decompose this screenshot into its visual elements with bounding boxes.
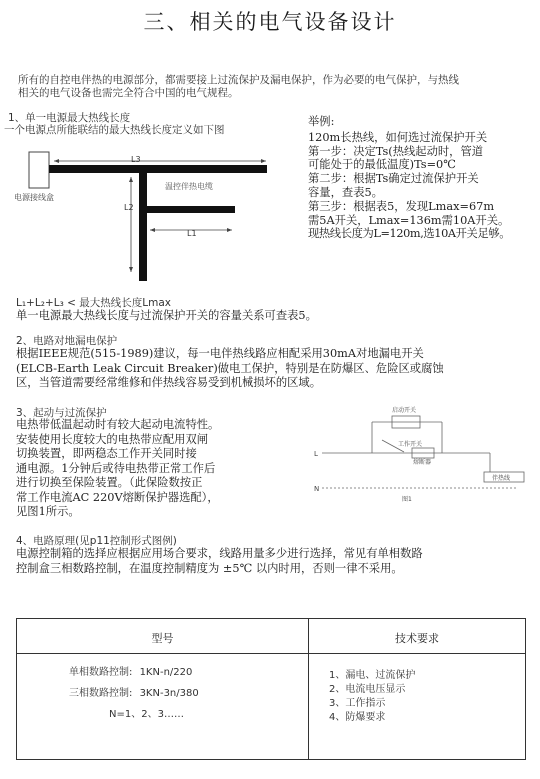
intro-line-1: 所有的自控电伴热的电源部分，都需要接上过流保护及漏电保护，作为必要的电气保护，与热线 — [18, 74, 459, 86]
length-formula: L₁+L₂+L₃ < 最大热线长度Lmax — [16, 297, 171, 309]
requirement-item: 2、电流电压显示 — [329, 684, 406, 695]
section-3-line: 通电源。1分钟后或待电热带正常工作后 — [16, 461, 216, 475]
section-3-heading: 3、起动与过流保护 — [16, 407, 107, 419]
cable-side-branch — [147, 206, 235, 213]
intro-paragraph — [18, 74, 528, 100]
model-row — [69, 683, 199, 704]
cable-vertical-branch — [139, 173, 147, 281]
section-2-line: 根据IEEE规范(515-1989)建议，每一电伴热线路应相配采用30mA对地漏电开关 — [16, 347, 424, 360]
model-list — [69, 662, 199, 725]
section-4-body — [16, 547, 531, 576]
example-line: 120m长热线，如何选过流保护开关 — [308, 130, 488, 144]
fuse-label: 熔断器 — [413, 459, 432, 466]
requirement-item: 3、工作指示 — [329, 698, 386, 709]
start-switch-label: 启动开关 — [392, 407, 417, 414]
startup-circuit-diagram — [312, 400, 537, 505]
l1-arrow-right — [227, 228, 232, 232]
section-1-heading: 1、单一电源最大热线长度 — [8, 112, 131, 124]
figure-label: 图1 — [402, 496, 412, 503]
requirements-list — [329, 669, 415, 725]
example-line: 容量，查表5。 — [308, 185, 383, 199]
section-4-heading: 4、电路原理(见p11控制形式图例) — [16, 535, 177, 547]
cable-main-run — [49, 165, 267, 173]
l1-arrow-left — [150, 228, 155, 232]
page-title: 三、相关的电气设备设计 — [143, 10, 397, 34]
l1-label: L1 — [187, 229, 197, 238]
example-line: 现热线长度为L=120m,选10A开关足够。 — [308, 227, 511, 241]
model-value: 3KN-3n/380 — [139, 688, 199, 699]
section-2-heading: 2、电路对地漏电保护 — [16, 335, 118, 347]
section-3-line: 安装使用长度较大的电热带应配用双闸 — [16, 432, 209, 446]
model-value: 1KN-n/220 — [139, 667, 193, 678]
example-line: 可能处于的最低温度)Ts=0℃ — [308, 158, 456, 172]
live-label: L — [314, 450, 318, 458]
table-header-requirements: 技术要求 — [395, 632, 439, 645]
l3-arrow-right — [261, 159, 266, 163]
l2-arrow-up — [129, 177, 133, 182]
l2-label: L2 — [124, 203, 134, 212]
junction-box — [29, 152, 49, 188]
model-n-note: N=1、2、3…… — [109, 709, 184, 720]
work-switch-label: 工作开关 — [398, 441, 423, 448]
intro-line-2: 相关的电气设备也需完全符合中国的电气规程。 — [18, 87, 239, 99]
example-title: 举例: — [308, 115, 335, 128]
section-2-line: (ELCB-Earth Leak Circuit Breaker)做电工保护，特别是在防爆区、危险区或腐蚀 — [16, 361, 444, 375]
l3-arrow-left — [54, 159, 59, 163]
section-3-line: 电热带低温起动时有较大起动电流特性。 — [16, 418, 220, 431]
l3-label: L3 — [131, 155, 141, 164]
section-3-line: 切换装置，即两稳态工作开关同时接 — [16, 447, 197, 460]
example-line: 需5A开关，Lmax=136m需10A开关。 — [308, 213, 510, 227]
section-2-line: 区，当管道需要经常维修和伴热线容易受到机械损坏的区域。 — [16, 376, 322, 389]
example-line: 第二步：根据Ts确定过流保护开关 — [308, 172, 479, 186]
model-label: 三相数路控制: — [69, 688, 133, 699]
section-3-line: 见图1所示。 — [16, 505, 80, 518]
section-1-subheading: 一个电源点所能联结的最大热线长度定义如下图 — [4, 124, 225, 136]
section-4-line: 电源控制箱的选择应根据应用场合要求，线路用量多少进行选择，常见有单相数路 — [16, 547, 423, 560]
section-4-line: 控制盒三相数路控制，在温度控制精度为 ±5℃ 以内时用，否则一律不采用。 — [16, 561, 403, 575]
section-3-body — [16, 418, 276, 520]
cable-label: 温控伴热电缆 — [165, 182, 213, 191]
table-header-model: 型号 — [151, 632, 174, 645]
l2-arrow-down — [129, 267, 133, 272]
example-block — [308, 115, 536, 241]
model-row — [69, 662, 199, 683]
junction-box-label: 电源接线盒 — [14, 193, 54, 202]
section-3-line: 常工作电流AC 220V熔断保护器选配）， — [16, 490, 219, 504]
section-3-line: 进行切换至保险装置。（此保险数按正 — [16, 476, 203, 489]
section-2-body — [16, 347, 531, 391]
capacity-note: 单一电源最大热线长度与过流保护开关的容量关系可查表5。 — [16, 309, 317, 322]
table-header-divider — [17, 653, 525, 654]
controller-spec-table — [16, 618, 526, 760]
requirement-item: 4、防爆要求 — [329, 712, 386, 723]
neutral-label: N — [314, 485, 320, 493]
heater-label: 伴热线 — [492, 475, 511, 482]
example-line: 第三步：根据表5，发现Lmax=67m — [308, 199, 495, 213]
model-label: 单相数路控制: — [69, 667, 133, 678]
example-line: 第一步：决定Ts(热线起动时，管道 — [308, 144, 484, 158]
requirement-item: 1、漏电、过流保护 — [329, 670, 416, 681]
max-length-diagram — [0, 140, 300, 290]
